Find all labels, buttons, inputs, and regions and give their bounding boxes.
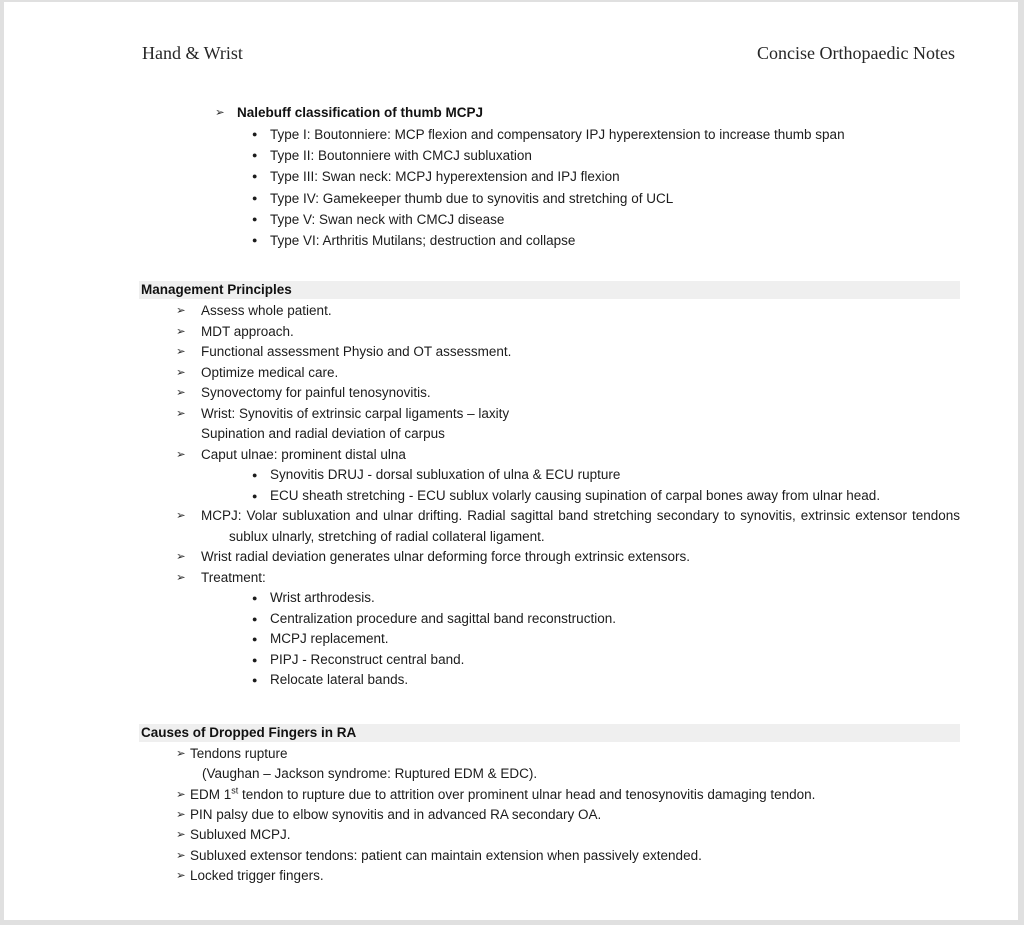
bullet-item bbox=[139, 166, 960, 187]
list-item bbox=[139, 547, 960, 568]
dot-bullet-icon: ● bbox=[252, 235, 258, 246]
header-right-title: Concise Orthopaedic Notes bbox=[757, 43, 955, 63]
nalebuff-title: Nalebuff classification of thumb MCPJ bbox=[237, 105, 484, 120]
dot-bullet-icon: ● bbox=[252, 192, 258, 203]
dot-bullet-icon: ● bbox=[252, 613, 258, 624]
bullet-text: PIPJ - Reconstruct central band. bbox=[270, 651, 465, 667]
bullet-text: Type V: Swan neck with CMCJ disease bbox=[270, 211, 505, 227]
section-title: Causes of Dropped Fingers in RA bbox=[141, 724, 357, 740]
list-item-text-pre: EDM 1 bbox=[190, 786, 232, 802]
bullet-text: Relocate lateral bands. bbox=[270, 672, 409, 688]
bullet-item bbox=[139, 588, 960, 609]
list-item bbox=[139, 322, 960, 343]
dropped-fingers-section bbox=[139, 724, 960, 887]
dot-bullet-icon: ● bbox=[252, 171, 258, 182]
bullet-item bbox=[139, 188, 960, 209]
list-item-continuation bbox=[139, 764, 960, 784]
list-item-text-post: tendon to rupture due to attrition over prominent ulnar head and tenosynovitis damaging tendon. bbox=[238, 786, 816, 802]
list-item bbox=[139, 445, 960, 466]
list-item-text: Synovectomy for painful tenosynovitis. bbox=[201, 385, 431, 401]
list-item bbox=[139, 342, 960, 363]
dot-bullet-icon: ● bbox=[252, 213, 258, 224]
list-item bbox=[139, 301, 960, 322]
header-left-title: Hand & Wrist bbox=[142, 43, 243, 63]
list-item bbox=[139, 363, 960, 384]
arrow-bullet-icon: ➢ bbox=[176, 448, 186, 461]
bullet-item bbox=[139, 650, 960, 671]
list-item-text: PIN palsy due to elbow synovitis and in advanced RA secondary OA. bbox=[190, 806, 602, 822]
arrow-bullet-icon: ➢ bbox=[176, 387, 186, 400]
bullet-item bbox=[139, 609, 960, 630]
nalebuff-section bbox=[139, 102, 960, 251]
nalebuff-bullet-list bbox=[139, 124, 960, 251]
bullet-text: Type II: Boutonniere with CMCJ subluxation bbox=[270, 148, 532, 164]
list-item-text: Wrist: Synovitis of extrinsic carpal ligaments – laxity bbox=[201, 405, 510, 421]
bullet-item bbox=[139, 209, 960, 230]
list-item bbox=[139, 383, 960, 404]
bullet-text: Type IV: Gamekeeper thumb due to synovitis and stretching of UCL bbox=[270, 190, 674, 206]
list-item bbox=[139, 404, 960, 425]
dot-bullet-icon: ● bbox=[252, 490, 258, 501]
arrow-bullet-icon: ➢ bbox=[176, 325, 186, 338]
arrow-bullet-icon: ➢ bbox=[176, 808, 186, 821]
bullet-text: Synovitis DRUJ - dorsal subluxation of ulna & ECU rupture bbox=[270, 467, 621, 483]
list-item-text: Functional assessment Physio and OT assessment. bbox=[201, 344, 512, 360]
list-item-continuation bbox=[139, 424, 960, 445]
arrow-bullet-icon: ➢ bbox=[176, 407, 186, 420]
list-item-text: Optimize medical care. bbox=[201, 364, 339, 380]
bullet-item bbox=[139, 230, 960, 251]
list-item bbox=[139, 846, 960, 866]
arrow-bullet-icon: ➢ bbox=[176, 870, 186, 883]
list-item-text: MDT approach. bbox=[201, 323, 294, 339]
dropped-fingers-item-list bbox=[139, 744, 960, 887]
bullet-text: Type VI: Arthritis Mutilans; destruction and collapse bbox=[270, 233, 576, 249]
arrow-bullet-icon: ➢ bbox=[176, 346, 186, 359]
management-item-list bbox=[139, 301, 960, 691]
list-item bbox=[139, 866, 960, 886]
list-item bbox=[139, 825, 960, 845]
dot-bullet-icon: ● bbox=[252, 654, 258, 665]
nalebuff-title-row bbox=[139, 102, 960, 124]
arrow-bullet-icon: ➢ bbox=[176, 510, 186, 523]
arrow-bullet-icon: ➢ bbox=[215, 107, 225, 119]
list-item-text: Subluxed extensor tendons: patient can maintain extension when passively extended. bbox=[190, 847, 702, 863]
document-page bbox=[4, 2, 1018, 920]
dot-bullet-icon: ● bbox=[252, 593, 258, 604]
list-item bbox=[139, 744, 960, 764]
management-section bbox=[139, 281, 960, 691]
list-item bbox=[139, 805, 960, 825]
dot-bullet-icon: ● bbox=[252, 150, 258, 161]
list-item-text: Assess whole patient. bbox=[201, 303, 332, 319]
dot-bullet-icon: ● bbox=[252, 675, 258, 686]
arrow-bullet-icon: ➢ bbox=[176, 305, 186, 318]
dot-bullet-icon: ● bbox=[252, 129, 258, 139]
list-item bbox=[139, 785, 960, 805]
arrow-bullet-icon: ➢ bbox=[176, 829, 186, 842]
list-item-text: Wrist radial deviation generates ulnar deforming force through extrinsic extensors. bbox=[201, 549, 690, 565]
management-section-header bbox=[139, 281, 960, 299]
list-item-text: (Vaughan – Jackson syndrome: Ruptured EDM & EDC). bbox=[202, 766, 538, 782]
bullet-item bbox=[139, 124, 960, 145]
arrow-bullet-icon: ➢ bbox=[176, 849, 186, 862]
bullet-item bbox=[139, 145, 960, 166]
bullet-text: Wrist arthrodesis. bbox=[270, 590, 375, 606]
list-item-text: MCPJ: Volar subluxation and ulnar drifting. Radial sagittal band stretching secondary to synovitis, extrinsic extensor tendons sublux ulnarly, stretching of radial collateral ligament. bbox=[201, 508, 960, 544]
arrow-bullet-icon: ➢ bbox=[176, 366, 186, 379]
bullet-text: ECU sheath stretching - ECU sublux volarly causing supination of carpal bones away from ulnar head. bbox=[270, 487, 881, 503]
bullet-item bbox=[139, 465, 960, 486]
bullet-text: Centralization procedure and sagittal band reconstruction. bbox=[270, 610, 616, 626]
arrow-bullet-icon: ➢ bbox=[176, 788, 186, 801]
arrow-bullet-icon: ➢ bbox=[176, 571, 186, 584]
ordinal-superscript: st bbox=[231, 785, 239, 796]
bullet-text: Type III: Swan neck: MCPJ hyperextension and IPJ flexion bbox=[270, 169, 620, 185]
list-item-text: Locked trigger fingers. bbox=[190, 868, 324, 884]
list-item-text: Tendons rupture bbox=[190, 745, 288, 761]
list-item-text: Caput ulnae: prominent distal ulna bbox=[201, 446, 406, 462]
list-item-text: Treatment: bbox=[201, 569, 266, 585]
bullet-item bbox=[139, 486, 960, 507]
dot-bullet-icon: ● bbox=[252, 634, 258, 645]
dot-bullet-icon: ● bbox=[252, 470, 258, 481]
content-column bbox=[139, 102, 960, 887]
list-item-text: Supination and radial deviation of carpus bbox=[201, 426, 445, 442]
bullet-item bbox=[139, 670, 960, 691]
list-item bbox=[139, 568, 960, 589]
bullet-text: Type I: Boutonniere: MCP flexion and compensatory IPJ hyperextension to increase thumb span bbox=[270, 127, 845, 142]
doc-header bbox=[142, 43, 955, 64]
bullet-text: MCPJ replacement. bbox=[270, 631, 389, 647]
arrow-bullet-icon: ➢ bbox=[176, 551, 186, 564]
list-item bbox=[139, 506, 960, 547]
dropped-fingers-section-header bbox=[139, 724, 960, 742]
list-item-text: Subluxed MCPJ. bbox=[190, 827, 291, 843]
section-title: Management Principles bbox=[141, 282, 292, 298]
bullet-item bbox=[139, 629, 960, 650]
arrow-bullet-icon: ➢ bbox=[176, 747, 186, 760]
